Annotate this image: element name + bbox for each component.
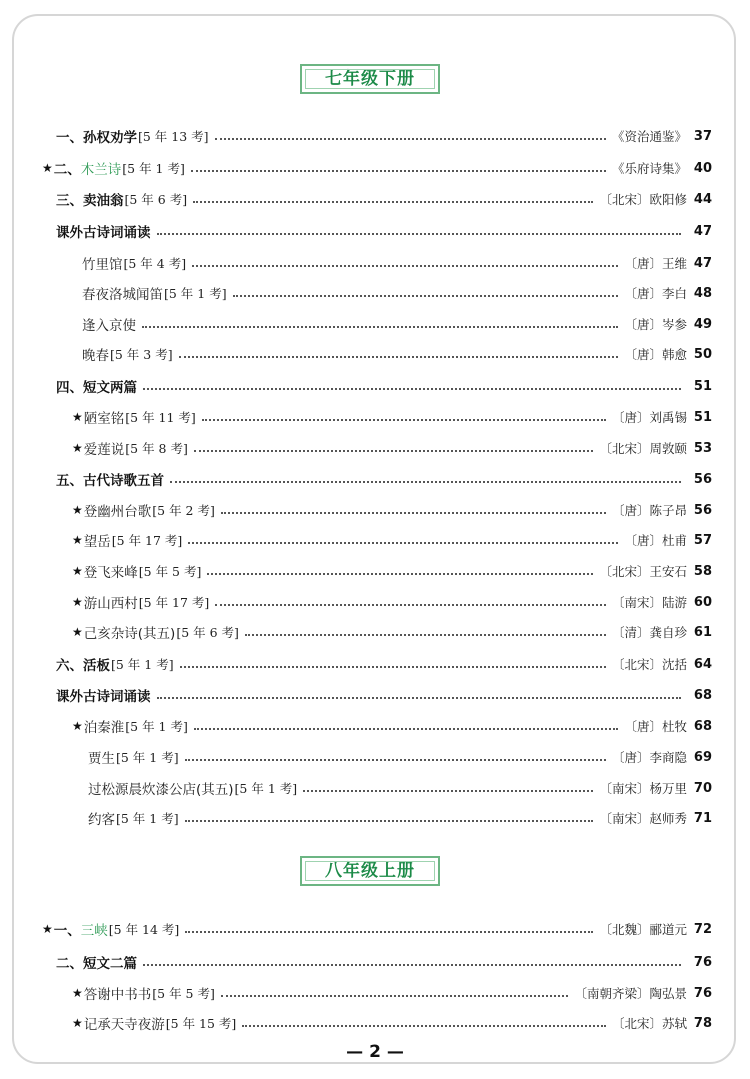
entry-source: 〔唐〕李白 [624, 286, 687, 301]
exam-frequency-tag: [5 年 3 考] [110, 347, 173, 362]
star-icon: ★ [72, 986, 83, 1000]
entry-title: 贾生 [88, 751, 115, 767]
entry-source: 〔南朝齐梁〕陶弘景 [574, 986, 687, 1001]
page-number-ref: 71 [693, 810, 712, 826]
dot-leader [202, 418, 606, 421]
toc-entry[interactable] [72, 435, 712, 461]
toc-entry[interactable] [88, 775, 712, 801]
dot-leader [142, 325, 618, 328]
entry-title: 短文二篇 [83, 956, 137, 972]
entry-title: 课外古诗词诵读 [56, 225, 151, 241]
page-number-ref: 68 [693, 718, 712, 734]
entry-title: 木兰诗 [80, 162, 122, 178]
dot-leader [179, 355, 619, 358]
star-icon: ★ [72, 595, 83, 609]
toc-entry[interactable] [56, 682, 712, 708]
entry-title: 逢入京使 [82, 318, 136, 334]
page-number-ref: 68 [693, 687, 712, 703]
page-number-ref: 72 [693, 921, 712, 937]
toc-entry[interactable] [88, 744, 712, 770]
toc-entry[interactable] [82, 311, 712, 337]
exam-frequency-tag: [5 年 5 考] [152, 986, 215, 1001]
exam-frequency-tag: [5 年 4 考] [123, 256, 187, 271]
entry-number: 四、 [56, 380, 83, 396]
exam-frequency-tag: [5 年 1 考] [116, 811, 179, 826]
entry-title: 活板 [83, 658, 110, 674]
dot-leader [233, 294, 619, 297]
entry-source: 〔唐〕李商隐 [611, 750, 687, 765]
dot-leader [221, 994, 569, 997]
toc-entry[interactable] [72, 589, 712, 615]
entry-source: 〔北宋〕沈括 [611, 657, 687, 672]
exam-frequency-tag: [5 年 5 考] [138, 564, 202, 579]
page-number-ref: 40 [693, 160, 712, 176]
entry-number: 一、 [53, 923, 81, 939]
exam-frequency-tag: [5 年 1 考] [122, 161, 185, 176]
toc-entry[interactable] [56, 949, 712, 975]
toc-entry[interactable] [82, 341, 712, 367]
exam-frequency-tag: [5 年 1 考] [234, 781, 298, 796]
page-number-ref: 60 [693, 594, 712, 610]
exam-frequency-tag: [5 年 6 考] [176, 625, 239, 640]
toc-entry[interactable] [72, 619, 712, 645]
star-icon: ★ [72, 503, 83, 517]
entry-title: 晚春 [82, 348, 109, 364]
dot-leader [192, 264, 618, 267]
dot-leader [245, 633, 606, 636]
entry-source: 〔唐〕杜牧 [624, 719, 687, 734]
dot-leader [143, 963, 681, 966]
exam-frequency-tag: [5 年 6 考] [124, 192, 188, 207]
dot-leader [242, 1024, 606, 1027]
exam-frequency-tag: [5 年 1 考] [125, 719, 188, 734]
page-number-ref: 56 [693, 502, 712, 518]
dot-leader [170, 480, 681, 483]
toc-entry[interactable] [42, 916, 712, 942]
toc-entry[interactable] [42, 155, 712, 181]
star-icon: ★ [72, 625, 83, 639]
entry-title: 登飞来峰 [83, 565, 138, 581]
toc-entry[interactable] [56, 466, 712, 492]
page-number-ref: 48 [693, 285, 712, 301]
exam-frequency-tag: [5 年 11 考] [125, 410, 196, 425]
dot-leader [185, 819, 594, 822]
dot-leader [303, 789, 593, 792]
entry-source: 〔北宋〕欧阳修 [599, 192, 687, 207]
toc-entry[interactable] [72, 980, 712, 1006]
exam-frequency-tag: [5 年 14 考] [108, 922, 180, 937]
entry-title: 卖油翁 [83, 193, 124, 209]
star-icon: ★ [72, 719, 83, 733]
page-number-ref: 76 [693, 954, 712, 970]
entry-source: 〔南宋〕杨万里 [599, 781, 687, 796]
toc-entry[interactable] [88, 805, 712, 831]
entry-source: 〔北宋〕王安石 [599, 564, 687, 579]
entry-source: 〔唐〕刘禹锡 [611, 410, 687, 425]
exam-frequency-tag: [5 年 13 考] [138, 129, 209, 144]
dot-leader [194, 449, 594, 452]
section-title-grade7: 七年级下册 [300, 64, 440, 94]
page-number-ref: 49 [693, 316, 712, 332]
exam-frequency-tag: [5 年 1 考] [164, 286, 227, 301]
page-number: — 2 — [346, 1042, 404, 1062]
dot-leader [191, 169, 606, 172]
exam-frequency-tag: [5 年 1 考] [116, 750, 179, 765]
entry-source: 《资治通鉴》 [611, 129, 687, 144]
dot-leader [194, 727, 619, 730]
toc-entry[interactable] [72, 713, 712, 739]
exam-frequency-tag: [5 年 1 考] [111, 657, 174, 672]
page-number-ref: 51 [693, 378, 712, 394]
exam-frequency-tag: [5 年 17 考] [111, 533, 183, 548]
page-number-ref: 53 [693, 440, 712, 456]
page-number-ref: 56 [693, 471, 712, 487]
toc-entry[interactable] [56, 373, 712, 399]
page-number-ref: 51 [693, 409, 712, 425]
page-number-ref: 76 [693, 985, 712, 1001]
entry-source: 〔北魏〕郦道元 [599, 922, 687, 937]
toc-entry[interactable] [56, 651, 712, 677]
entry-number: 六、 [56, 658, 83, 674]
star-icon: ★ [72, 441, 83, 455]
entry-source: 《乐府诗集》 [611, 161, 687, 176]
entry-title: 记承天寺夜游 [83, 1017, 165, 1033]
dot-leader [143, 387, 681, 390]
star-icon: ★ [72, 1016, 83, 1030]
entry-title: 己亥杂诗(其五) [83, 626, 176, 642]
toc-entry[interactable] [72, 404, 712, 430]
entry-title: 课外古诗词诵读 [56, 689, 151, 705]
entry-source: 〔唐〕杜甫 [624, 533, 687, 548]
entry-number: 二、 [53, 162, 81, 178]
toc-entry[interactable] [72, 527, 712, 553]
star-icon: ★ [72, 410, 83, 424]
entry-source: 〔唐〕韩愈 [624, 347, 687, 362]
dot-leader [188, 541, 618, 544]
page-number-ref: 69 [693, 749, 712, 765]
entry-title: 过松源晨炊漆公店(其五) [88, 782, 234, 798]
page-number-ref: 44 [693, 191, 712, 207]
entry-source: 〔清〕龚自珍 [611, 625, 687, 640]
page-number-ref: 50 [693, 346, 712, 362]
entry-title: 望岳 [83, 534, 111, 550]
dot-leader [221, 511, 606, 514]
entry-title: 孙权劝学 [83, 130, 137, 146]
star-icon: ★ [42, 161, 53, 175]
entry-source: 〔北宋〕苏轼 [611, 1016, 687, 1031]
entry-source: 〔唐〕陈子昂 [611, 503, 687, 518]
dot-leader [207, 572, 593, 575]
entry-title: 春夜洛城闻笛 [82, 287, 163, 303]
page-number-ref: 47 [693, 223, 712, 239]
entry-title: 登幽州台歌 [83, 504, 152, 520]
entry-title: 泊秦淮 [83, 720, 125, 736]
entry-title: 古代诗歌五首 [83, 473, 164, 489]
entry-title: 陋室铭 [83, 411, 125, 427]
entry-number: 五、 [56, 473, 83, 489]
entry-title: 约客 [88, 812, 115, 828]
toc-entry[interactable] [56, 123, 712, 149]
toc-entry[interactable] [72, 1010, 712, 1036]
page-number-ref: 57 [693, 532, 712, 548]
entry-title: 竹里馆 [82, 257, 123, 273]
page-number-ref: 64 [693, 656, 712, 672]
entry-number: 三、 [56, 193, 83, 209]
dot-leader [180, 665, 606, 668]
entry-title: 三峡 [80, 923, 108, 939]
toc-entry[interactable] [72, 497, 712, 523]
entry-number: 一、 [56, 130, 83, 146]
toc-entry[interactable] [56, 218, 712, 244]
exam-frequency-tag: [5 年 17 考] [138, 595, 210, 610]
entry-source: 〔唐〕岑参 [624, 317, 687, 332]
entry-title: 短文两篇 [83, 380, 137, 396]
star-icon: ★ [72, 564, 83, 578]
dot-leader [215, 603, 606, 606]
entry-number: 二、 [56, 956, 83, 972]
page-number-ref: 78 [693, 1015, 712, 1031]
toc-entry[interactable] [82, 280, 712, 306]
page-number-ref: 61 [693, 624, 712, 640]
dot-leader [157, 696, 682, 699]
exam-frequency-tag: [5 年 8 考] [125, 441, 188, 456]
page-number-ref: 70 [693, 780, 712, 796]
star-icon: ★ [72, 533, 83, 547]
page-number-ref: 58 [693, 563, 712, 579]
dot-leader [185, 758, 606, 761]
entry-title: 答谢中书书 [83, 987, 152, 1003]
toc-entry[interactable] [56, 186, 712, 212]
dot-leader [185, 930, 593, 933]
exam-frequency-tag: [5 年 15 考] [165, 1016, 237, 1031]
page-number-ref: 47 [693, 255, 712, 271]
exam-frequency-tag: [5 年 2 考] [152, 503, 215, 518]
dot-leader [157, 232, 682, 235]
section-title-grade8: 八年级上册 [300, 856, 440, 886]
entry-title: 爱莲说 [83, 442, 125, 458]
entry-title: 游山西村 [83, 596, 138, 612]
entry-source: 〔唐〕王维 [624, 256, 687, 271]
toc-entry[interactable] [82, 250, 712, 276]
star-icon: ★ [42, 922, 53, 936]
dot-leader [215, 137, 606, 140]
dot-leader [193, 200, 593, 203]
entry-source: 〔南宋〕赵师秀 [599, 811, 687, 826]
entry-source: 〔南宋〕陆游 [611, 595, 687, 610]
entry-source: 〔北宋〕周敦颐 [599, 441, 687, 456]
page-number-ref: 37 [693, 128, 712, 144]
toc-entry[interactable] [72, 558, 712, 584]
